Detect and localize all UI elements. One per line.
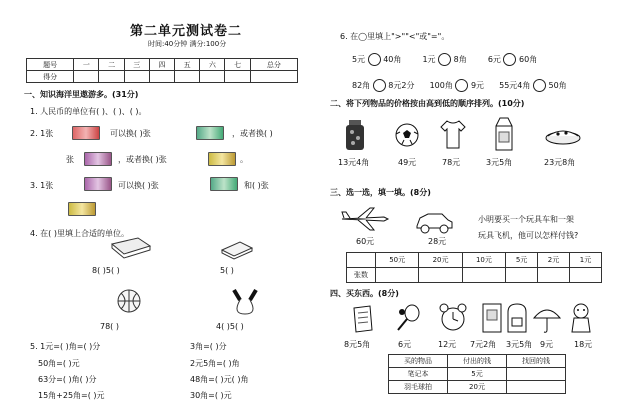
payment-cell[interactable] — [462, 268, 505, 283]
price-label: 13元4角 — [338, 158, 370, 167]
payment-col-2: 10元 — [462, 253, 505, 268]
q5-row3-left: 63分=( )角( )分 — [38, 375, 97, 384]
doll-icon — [568, 302, 594, 334]
compare-left: 82角 — [352, 81, 371, 90]
section3-heading: 三、选一选，填一填。(8分) — [330, 188, 431, 197]
banknote-green-icon — [196, 126, 224, 140]
basketball-icon — [116, 288, 142, 314]
q5-row2-right: 2元5角=( )角 — [190, 359, 240, 368]
payment-col-0: 50元 — [376, 253, 419, 268]
milk-carton-icon — [492, 116, 514, 152]
q4-text-c: 和( )张 — [244, 181, 269, 190]
q4-answer-d: 4( )5( ) — [216, 322, 244, 331]
q1-line1: 1. 人民币的单位有( )、( )、( )。 — [30, 107, 147, 116]
plane-price: 60元 — [356, 237, 375, 246]
airplane-icon — [340, 206, 390, 232]
compare-right: 60角 — [519, 55, 538, 64]
score-col-4: 四 — [149, 59, 174, 71]
price-label: 78元 — [442, 158, 461, 167]
q5-row1-left: 5. 1元=( )角=( )分 — [30, 342, 101, 351]
payment-col-4: 2元 — [538, 253, 570, 268]
price-label: 23元8角 — [544, 158, 576, 167]
compare-left: 5元 — [352, 55, 366, 64]
banknote-green-icon — [210, 177, 238, 191]
banknote-yellow-icon — [68, 202, 96, 216]
item-price: 7元2角 — [470, 340, 497, 349]
score-col-2: 二 — [99, 59, 124, 71]
q2-text-c: ，或者换( ) — [232, 129, 273, 138]
compare-circle[interactable] — [368, 53, 381, 66]
item-price: 9元 — [540, 340, 554, 349]
item-price: 6元 — [398, 340, 412, 349]
q4-answer-a: 8( )5( ) — [92, 266, 120, 275]
page-title: 第二单元测试卷二 — [130, 24, 243, 39]
section3-question-2: 玩具飞机，他可以怎样付钱? — [478, 231, 579, 240]
compare-left: 55元4角 — [499, 81, 531, 90]
score-cell[interactable] — [200, 71, 225, 83]
q2-text-a: 2. 1张 — [30, 129, 54, 138]
payment-row-label: 张数 — [347, 268, 376, 283]
jump-rope-icon — [228, 286, 262, 316]
q4-prompt: 4. 在( )里填上合适的单位。 — [30, 229, 129, 238]
compare-circle[interactable] — [533, 79, 546, 92]
purchase-paid: 5元 — [448, 368, 507, 381]
compare-row-1 — [352, 53, 537, 66]
compare-left: 100角 — [429, 81, 453, 90]
payment-cell[interactable] — [506, 268, 538, 283]
compare-right: 50角 — [548, 81, 567, 90]
price-label: 49元 — [398, 158, 417, 167]
q2-text-b: 可以换( )张 — [110, 129, 151, 138]
section4-heading: 四、买东西。(8分) — [330, 289, 399, 298]
payment-table — [346, 252, 602, 283]
payment-cell[interactable] — [569, 268, 601, 283]
purchase-item: 笔记本 — [389, 368, 448, 381]
payment-col-5: 1元 — [569, 253, 601, 268]
badminton-racket-icon — [394, 304, 422, 334]
notebook-icon — [350, 304, 374, 334]
compare-left: 6元 — [487, 55, 501, 64]
q3-text-a: 张 — [66, 155, 74, 164]
section1-heading: 一、知识海洋里遨游多。(31分) — [24, 90, 139, 99]
q5-row2-left: 50角=( )元 — [38, 359, 80, 368]
q5-row1-right: 3角=( )分 — [190, 342, 227, 351]
t-shirt-icon — [438, 118, 468, 150]
eraser-icon — [218, 238, 256, 260]
soccer-ball-icon — [394, 122, 420, 148]
payment-col-1: 20元 — [419, 253, 462, 268]
compare-right: 40角 — [383, 55, 402, 64]
purchase-paid: 20元 — [448, 381, 507, 394]
compare-right: 9元 — [470, 81, 485, 90]
payment-col-3: 5元 — [506, 253, 538, 268]
q4-text-a: 3. 1张 — [30, 181, 54, 190]
score-col-3: 三 — [124, 59, 149, 71]
q5-row4-right: 30角=( )元 — [190, 391, 232, 400]
q4-text-b: 可以换( )张 — [118, 181, 159, 190]
umbrella-icon — [532, 304, 562, 334]
item-price: 3元5角 — [506, 340, 533, 349]
score-cell[interactable] — [99, 71, 124, 83]
compare-right: 8角 — [453, 55, 467, 64]
exam-meta: 时间:40分钟 满分:100分 — [148, 40, 227, 48]
section6-heading: 6. 在◯里填上">""<"或"="。 — [340, 32, 450, 41]
q3-text-c: 。 — [240, 155, 248, 164]
score-col-8: 总分 — [250, 59, 297, 71]
banknote-yellow-icon — [208, 152, 236, 166]
score-cell[interactable] — [250, 71, 297, 83]
purchase-header: 付出的钱 — [448, 355, 507, 368]
purchase-item: 羽毛球拍 — [389, 381, 448, 394]
purchase-header: 买的物品 — [389, 355, 448, 368]
payment-cell[interactable] — [419, 268, 462, 283]
payment-cell[interactable] — [376, 268, 419, 283]
purchase-header: 找回的钱 — [507, 355, 566, 368]
score-col-0: 题号 — [27, 59, 74, 71]
compare-left: 1元 — [422, 55, 436, 64]
book-icon — [108, 236, 152, 260]
book-icon — [480, 302, 504, 334]
section2-heading: 二、将下列物品的价格按由高到低的顺序排列。(10分) — [330, 99, 525, 108]
q5-row3-right: 48角=( )元( )角 — [190, 375, 249, 384]
payment-cell[interactable] — [538, 268, 570, 283]
score-cell[interactable] — [149, 71, 174, 83]
compare-circle[interactable] — [455, 79, 468, 92]
purchase-change[interactable] — [507, 368, 566, 381]
score-col-6: 六 — [200, 59, 225, 71]
banknote-purple-icon — [84, 177, 112, 191]
toy-car-icon — [414, 210, 454, 234]
compare-circle[interactable] — [373, 79, 386, 92]
compare-circle[interactable] — [438, 53, 451, 66]
banknote-red-icon — [72, 126, 100, 140]
purchase-change[interactable] — [507, 381, 566, 394]
item-price: 18元 — [574, 340, 593, 349]
backpack-icon — [504, 302, 530, 334]
compare-right: 8元2分 — [388, 81, 415, 90]
q5-row4-left: 15角+25角=( )元 — [38, 391, 105, 400]
compare-circle[interactable] — [503, 53, 516, 66]
score-col-7: 七 — [225, 59, 250, 71]
score-cell[interactable] — [225, 71, 250, 83]
item-price: 12元 — [438, 340, 457, 349]
candy-jar-icon — [344, 118, 366, 152]
q3-text-b: ，或者换( )张 — [118, 155, 167, 164]
cake-icon — [544, 124, 582, 146]
q4-answer-c: 78( ) — [100, 322, 119, 331]
item-price: 8元5角 — [344, 340, 371, 349]
banknote-purple-icon — [84, 152, 112, 166]
score-cell[interactable] — [175, 71, 200, 83]
score-col-1: 一 — [74, 59, 99, 71]
score-cell[interactable] — [74, 71, 99, 83]
score-table — [26, 58, 298, 83]
score-row-label: 得分 — [27, 71, 74, 83]
score-cell[interactable] — [124, 71, 149, 83]
payment-corner — [347, 253, 376, 268]
price-label: 3元5角 — [486, 158, 513, 167]
section3-question-1: 小明要买一个玩具车和一架 — [478, 215, 574, 224]
compare-row-2 — [352, 79, 567, 92]
purchase-table — [388, 354, 566, 394]
score-col-5: 五 — [175, 59, 200, 71]
car-price: 28元 — [428, 237, 447, 246]
alarm-clock-icon — [438, 302, 468, 334]
q4-answer-b: 5( ) — [220, 266, 234, 275]
